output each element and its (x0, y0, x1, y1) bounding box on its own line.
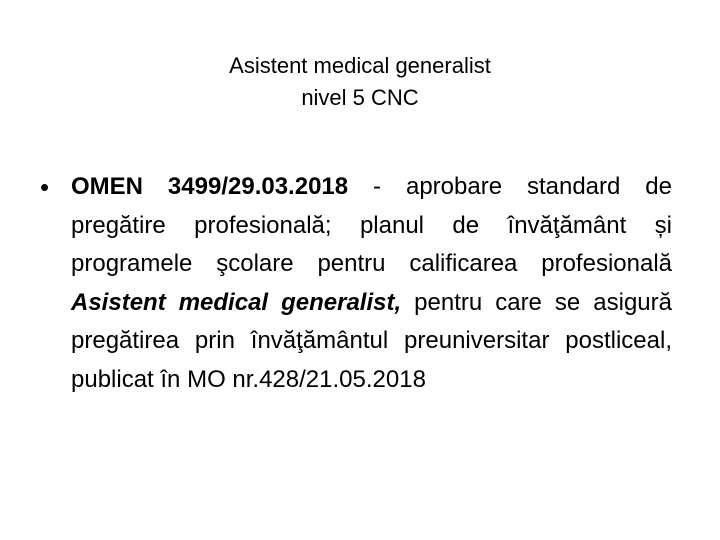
slide-title (0, 50, 720, 114)
bullet-icon: • (40, 172, 50, 202)
qualification-name: Asistent medical generalist, (71, 288, 402, 316)
bullet-text-part-1: - aprobare standard de pregătire profesională; planul de învăţământ și programele şcolare pentru calificarea profesională (71, 173, 672, 277)
bullet-item (40, 168, 672, 399)
order-reference: OMEN 3499/29.03.2018 (71, 173, 349, 200)
bullet-text-part-2: pentru care se asigură pregătirea prin învăţământul preuniversitar postliceal, publicat în MO nr.428/21.05.2018 (71, 288, 672, 393)
title-line-1: Asistent medical generalist (229, 53, 491, 78)
title-line-2: nivel 5 CNC (301, 85, 419, 110)
bullet-text (71, 168, 672, 399)
